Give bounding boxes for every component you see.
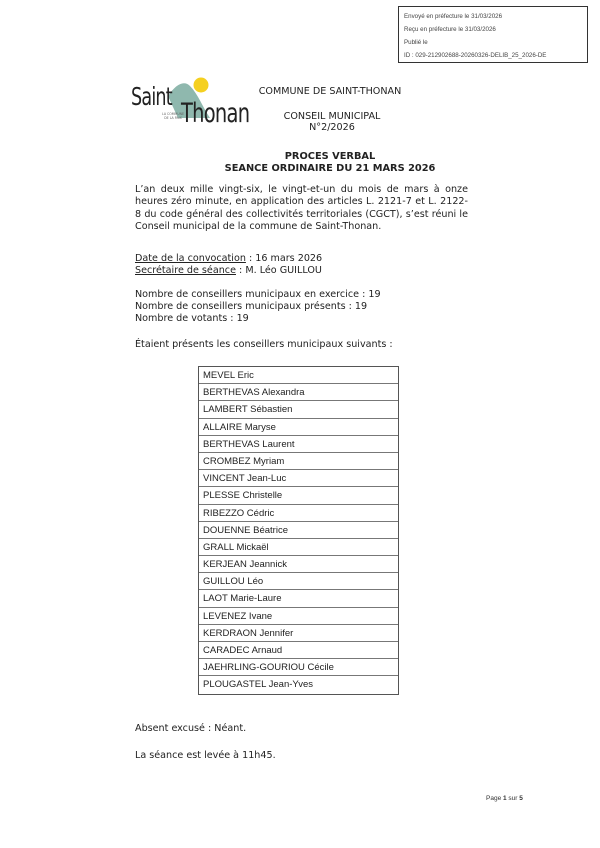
page-prefix: Page <box>486 795 503 802</box>
commune-name: COMMUNE DE SAINT-THONAN <box>258 86 402 97</box>
secretary-label: Secrétaire de séance <box>135 265 236 276</box>
logo-tagline: LA COMMUNE DE LA PAIX <box>162 112 185 120</box>
council-number: N°2/2026 <box>309 122 355 133</box>
stamp-received: Reçu en préfecture le 31/03/2026 <box>404 26 496 33</box>
session-title: SEANCE ORDINAIRE DU 21 MARS 2026 <box>224 163 436 174</box>
intro-paragraph: L’an deux mille vingt-six, le vingt-et-un du mois de mars à onze heures zéro minute, en application des articles L. 2121-7 et L. 2122-8 du code général des collectivités territoriales (CGCT), s’est réuni le Conseil municipal de la commune de Saint-Thonan. <box>135 184 468 232</box>
document-title: PROCES VERBAL <box>284 151 376 162</box>
member-row: PLESSE Christelle <box>199 487 398 504</box>
stamp-sent: Envoyé en préfecture le 31/03/2026 <box>404 13 503 20</box>
member-row: RIBEZZO Cédric <box>199 505 398 522</box>
member-row: CROMBEZ Myriam <box>199 453 398 470</box>
logo-text-thonan: Thonan <box>181 98 250 129</box>
member-row: CARADEC Arnaud <box>199 642 398 659</box>
member-row: GUILLOU Léo <box>199 573 398 590</box>
member-row: LAMBERT Sébastien <box>199 401 398 418</box>
council-heading: CONSEIL MUNICIPAL <box>283 111 381 122</box>
convocation-line <box>135 253 322 264</box>
stamp-id: ID : 029-212902688-20260326-DELIB_25_2026-DE <box>404 52 547 59</box>
member-row: JAEHRLING-GOURIOU Cécile <box>199 659 398 676</box>
secretary-line <box>135 265 322 276</box>
member-row: GRALL Mickaël <box>199 539 398 556</box>
member-row: BERTHEVAS Alexandra <box>199 384 398 401</box>
member-row: DOUENNE Béatrice <box>199 522 398 539</box>
page-total: 5 <box>519 795 523 802</box>
member-row: VINCENT Jean-Luc <box>199 470 398 487</box>
count-exercice: Nombre de conseillers municipaux en exercice : 19 <box>135 289 381 300</box>
absent-line: Absent excusé : Néant. <box>135 723 247 734</box>
member-row: MEVEL Eric <box>199 367 398 384</box>
logo-text-saint: Saint <box>131 82 172 111</box>
logo-sun <box>194 78 209 93</box>
member-row: ALLAIRE Maryse <box>199 419 398 436</box>
page-middle: sur <box>506 795 520 802</box>
count-presents: Nombre de conseillers municipaux présents : 19 <box>135 301 368 312</box>
count-votants: Nombre de votants : 19 <box>135 313 249 324</box>
page-number <box>486 795 523 802</box>
members-table <box>198 366 399 695</box>
secretary-value: : M. Léo GUILLOU <box>235 265 322 276</box>
member-row: KERJEAN Jeannick <box>199 556 398 573</box>
member-row: BERTHEVAS Laurent <box>199 436 398 453</box>
stamp-published: Publié le <box>404 39 428 46</box>
closing-line: La séance est levée à 11h45. <box>135 750 276 761</box>
saint-thonan-logo <box>128 76 253 134</box>
convocation-label: Date de la convocation <box>135 253 246 264</box>
member-row: PLOUGASTEL Jean-Yves <box>203 679 314 691</box>
presents-intro: Étaient présents les conseillers municipaux suivants : <box>135 339 393 350</box>
page-current: 1 <box>503 795 507 802</box>
prefecture-stamp <box>398 6 588 63</box>
member-row: LEVENEZ Ivane <box>199 608 398 625</box>
convocation-value: : 16 mars 2026 <box>245 253 323 264</box>
member-row: KERDRAON Jennifer <box>199 625 398 642</box>
member-row: LAOT Marie-Laure <box>199 590 398 607</box>
